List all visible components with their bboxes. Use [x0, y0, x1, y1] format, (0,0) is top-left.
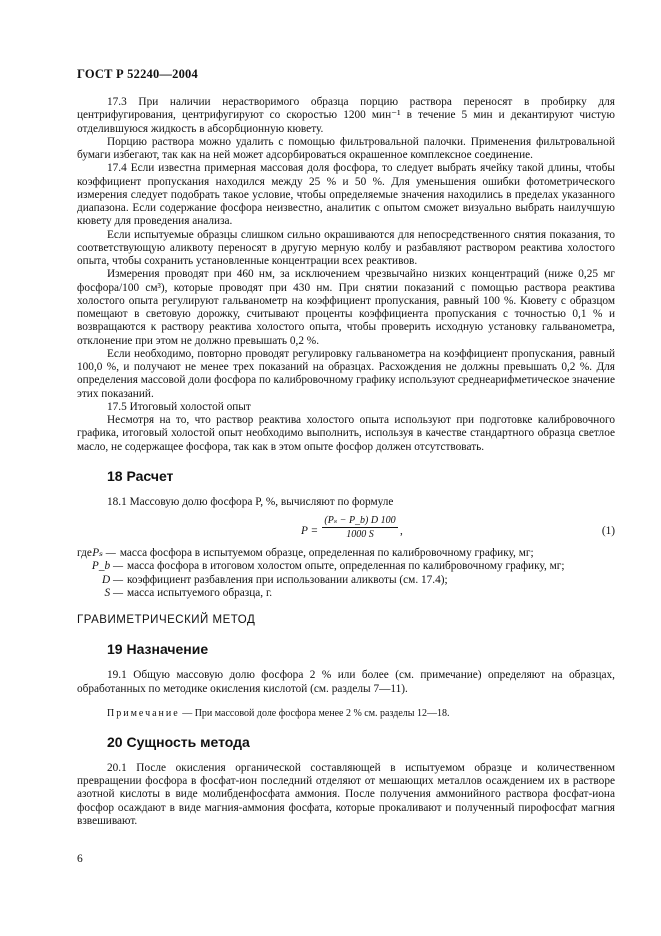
definition-row: [77, 574, 615, 587]
paragraph-filter: Порцию раствора можно удалить с помощью фильтровальной палочки. Применения фильтровальной бумаги избегают, так как на ней может адсорбироваться окрашенное комплексное соединение.: [77, 135, 615, 161]
paragraph-measurement: Измерения проводят при 460 нм, за исключением чрезвычайно низких концентраций (ниже 0,25 мг фосфора/100 см³), которые проводят при 430 нм. При снятии показаний с помощью раствора реактива холостого опыта регулируют гальванометр на коэффициент пропускания, равный 100 %. Кювету с образцом помещают в световую дорожку, считывают проценты коэффициента пропускания с точностью 0,1 % и возвращаются к раствору реактива холостого опыта, чтобы проверить исходную установку гальванометра, отклонение при этом не должно превышать 0,2 %.: [77, 268, 615, 347]
paragraph-19-1: 19.1 Общую массовую долю фосфора 2 % или более (см. примечание) определяют на образцах, обработанных по методике окисления кислотой (см. разделы 7—11).: [77, 669, 615, 695]
definition-text: масса фосфора в испытуемом образце, определенная по калибровочному графику, мг;: [119, 547, 534, 559]
definition-row: [77, 587, 615, 600]
definition-term: S —: [104, 586, 123, 599]
formula-lhs: P =: [301, 525, 319, 537]
document-header: ГОСТ Р 52240—2004: [77, 67, 198, 81]
definition-text: масса испытуемого образца, г.: [127, 586, 273, 599]
note: [77, 708, 615, 720]
method-title: ГРАВИМЕТРИЧЕСКИЙ МЕТОД: [77, 614, 256, 626]
definition-text: коэффициент разбавления при использовании аликвоты (см. 17.4);: [127, 573, 448, 586]
formula-denominator: 1000 S: [346, 529, 374, 540]
formula-fraction: [322, 515, 398, 540]
paragraph-dilution: Если испытуемые образцы слишком сильно окрашиваются для непосредственного снятия показания, то соответствующую аликвоту переносят в другую мерную колбу и разбавляют раствором реактива холостого опыта, чтобы сохранить установленные концентрации всех реактивов.: [77, 228, 615, 267]
text-column: [77, 96, 615, 828]
where-lead: где: [77, 547, 92, 559]
formula-comma: ,: [400, 525, 403, 537]
formula-numerator: (Pₛ − P_b) D 100: [322, 515, 398, 528]
definition-term: Pₛ —: [92, 547, 116, 559]
definition-term: P_b —: [91, 560, 123, 573]
note-label: Примечание: [107, 707, 180, 719]
paragraph-20-1: 20.1 После окисления органической составляющей в испытуемом образце и количественном превращении фосфора в фосфат-ион последний отделяют от мешающих металлов осаждением их в растворе азотной кислоты в виде молибденфосфата аммония. После получения аммонийного раствора фосфат-иона фосфор осаждают в виде магния-аммония фосфата, которые прокаливают и полученный пирофосфат магния взвешивают.: [77, 761, 615, 827]
formula-number: (1): [601, 525, 615, 537]
paragraph-18-1: 18.1 Массовую долю фосфора P, %, вычисляют по формуле: [107, 495, 394, 508]
paragraph-readjust: Если необходимо, повторно проводят регулировку гальванометра на коэффициент пропускания, равный 100,0 %, и получают не менее трех показаний на образцах. Расхождения не должны превышать 0,2 %. Для определения массовой доли фосфора по калибровочному графику используют среднеарифметическое значение этих показаний.: [77, 347, 615, 400]
definition-row: [77, 560, 615, 573]
heading-20: 20 Сущность метода: [107, 733, 250, 750]
definition-text: масса фосфора в итоговом холостом опыте, определенная по калибровочному графику, мг;: [127, 560, 565, 573]
paragraph-17-5: 17.5 Итоговый холостой опыт: [107, 400, 251, 413]
heading-19: 19 Назначение: [107, 641, 209, 658]
paragraph-blank: Несмотря на то, что раствор реактива холостого опыта используют при подготовке калибровочного графика, итоговый холостой опыт необходимо выполнить, используя в качестве стандартного образца светлое масло, не содержащее фосфора, так как в этом опыте фосфор должен отсутствовать.: [77, 414, 615, 453]
note-text: — При массовой доле фосфора менее 2 % см. разделы 12—18.: [179, 707, 450, 719]
paragraph-17-3: 17.3 При наличии нерастворимого образца порцию раствора переносят в пробирку для центрифугирования, центрифугируют со скоростью 1200 мин⁻¹ в течение 5 мин и декантируют чистую отделившуюся жидкость в абсорбционную кювету.: [77, 96, 615, 135]
definition-term: D —: [101, 573, 123, 586]
heading-18: 18 Расчет: [107, 467, 174, 484]
variable-definitions: [77, 547, 615, 600]
paragraph-17-4: 17.4 Если известна примерная массовая доля фосфора, то следует выбрать ячейку такой длины, чтобы коэффициент пропускания находился между 25 % и 50 %. Для уменьшения ошибки фотометрического измерения следует подобрать такое условие, чтобы определяемые значения находились в пределах указанного диапазона. Если содержание фосфора неизвестно, аналитик с опытом сможет визуально выбрать наилучшую кювету для проведения анализа.: [77, 162, 615, 228]
page-number: 6: [77, 853, 83, 865]
definition-row: [77, 547, 615, 560]
formula-1: [77, 515, 615, 547]
